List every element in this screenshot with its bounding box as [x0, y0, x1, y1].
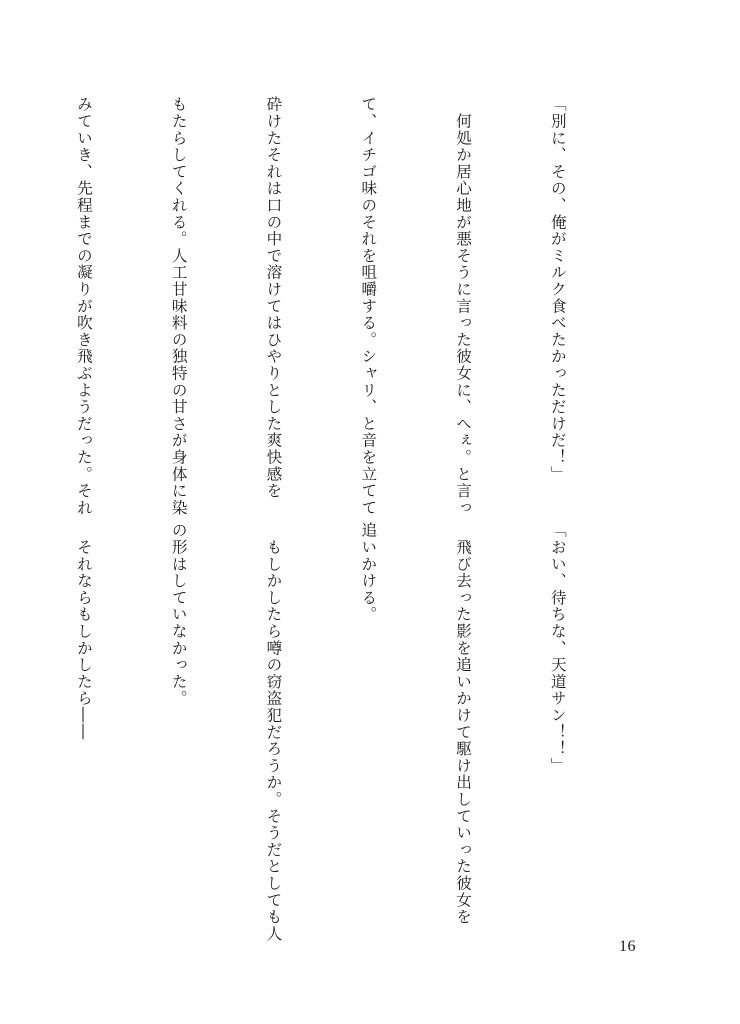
text-line: 「別に、その、俺がミルク食べたかっただけだ！」 — [548, 96, 567, 483]
text-block-upper — [0, 96, 636, 516]
text-line: 何処か居心地が悪そうに言った彼女に、へぇ。と言っ — [454, 96, 473, 516]
text-line: もたらしてくれる。人工甘味料の独特の甘さが身体に染 — [169, 96, 188, 516]
text-line: 飛び去った影を追いかけて駆け出していった彼女を — [454, 522, 473, 926]
text-line: もしかしたら噂の窃盗犯だろうか。そうだとしても人 — [264, 522, 283, 942]
text-line: て、イチゴ味のそれを咀嚼する。シャリ、と音を立てて — [359, 96, 378, 516]
text-line: みていき、先程までの凝りが吹き飛ぶようだった。それ — [74, 96, 93, 516]
text-block-lower — [0, 522, 636, 942]
page-number: 16 — [619, 938, 636, 955]
text-line: の形はしていなかった。 — [169, 522, 188, 707]
text-line — [0, 96, 4, 496]
text-line: 追いかける。 — [359, 522, 378, 623]
text-line: 砕けたそれは口の中で溶けてはひやりとした爽快感を — [264, 96, 283, 500]
text-line: それならもしかしたら―― — [74, 522, 93, 741]
text-line: 「おい、待ちな、天道サン！！」 — [548, 522, 567, 774]
text-line — [0, 522, 4, 922]
